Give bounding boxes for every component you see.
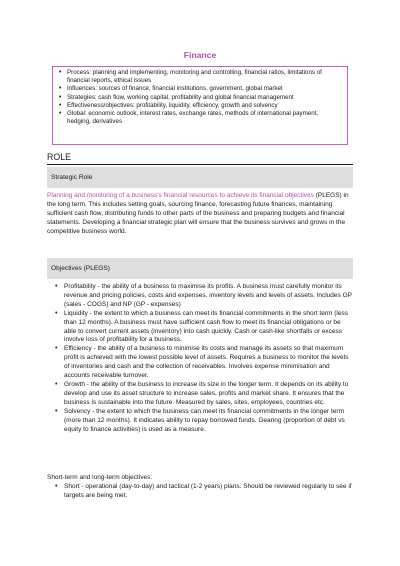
summary-item-influences: • Influences: sources of finance, financial institutions, government, global market [67, 85, 343, 93]
summary-item-process: • Process: planning and implementing, monitoring and controlling, financial ratios, limitations of financial reports, ethical issues [67, 69, 343, 85]
objectives-heading: Objectives (PLEGS) [47, 258, 353, 279]
objective-efficiency: • Efficiency - the ability of a business to minimise its costs and manage its assets so that maximum profit is achieved with the lowest possible level of assets. Requires a business to monitor the levels of inventories and cash and the collection of receivables. Involves expense minimisation and accounts receivable turnover. [64, 345, 352, 381]
strategic-role-paragraph [47, 191, 353, 236]
summary-item-strategies: • Strategies: cash flow, working capital, profitability and global financial management [67, 94, 343, 102]
summary-item-global: • Global: economic outlook, interest rates, exchange rates, methods of international payment, hedging, derivatives [67, 110, 343, 126]
short-long-term-heading: Short-term and long-term objectives: [47, 474, 153, 481]
strategic-role-highlight: Planning and monitoring of a business’s financial resources to achieve its financial objectives [47, 192, 314, 199]
summary-list [57, 69, 343, 126]
strategic-role-heading: Strategic Role [47, 167, 353, 188]
short-long-term-list [64, 482, 352, 500]
objective-solvency: • Solvency - the extent to which the business can meet its financial commitments in the longer term (more than 12 months). It indicates ability to repay borrowed funds. Gearing (proportion of debt vs equity to finance activities) is used as a measure. [64, 408, 352, 435]
objective-profitability: • Profitability - the ability of a business to maximise its profits. A business must carefully monitor its revenue and pricing policies, costs and expenses, inventory levels and levels of assets. Includes GP (sales - COGS) and NP (GP - expenses) [64, 283, 352, 310]
objectives-list [64, 283, 352, 434]
summary-box [52, 66, 348, 145]
role-heading: ROLE [47, 151, 353, 165]
summary-item-effectiveness: • Effectiveness/objectives: profitability, liquidity, efficiency, growth and solvency [67, 102, 343, 110]
objective-liquidity: • Liquidity - the extent to which a business can meet its financial commitments in the short term (less than 12 months). A business must have sufficient cash flow to meet its financial obligations or be able to convert current assets (inventory) into cash quickly. Cash or cash-like shortfalls or excess involve loss of profitability for a business. [64, 310, 352, 346]
strategic-role-body: (PLEGS) in the long term. This includes setting goals, sourcing finance, forecasting future finances, maintaining sufficient cash flow, distributing funds to other parts of the business and preparing budgets and financial statements. Developing a financial strategic plan will ensure that the business survives and grows in the competitive business world. [47, 192, 349, 236]
short-term-item: • Short - operational (day-to-day) and tactical (1-2 years) plans. Should be reviewed regularly to see if targets are being met. [64, 482, 352, 500]
objective-growth: • Growth - the ability of the business to increase its size in the longer term. It depends on its ability to develop and use its asset structure to increase sales, profits and market share. It ensures that the business is sustainable into the future. Measured by sales, sites, employees, countries etc. [64, 381, 352, 408]
page-title: Finance [183, 50, 217, 60]
